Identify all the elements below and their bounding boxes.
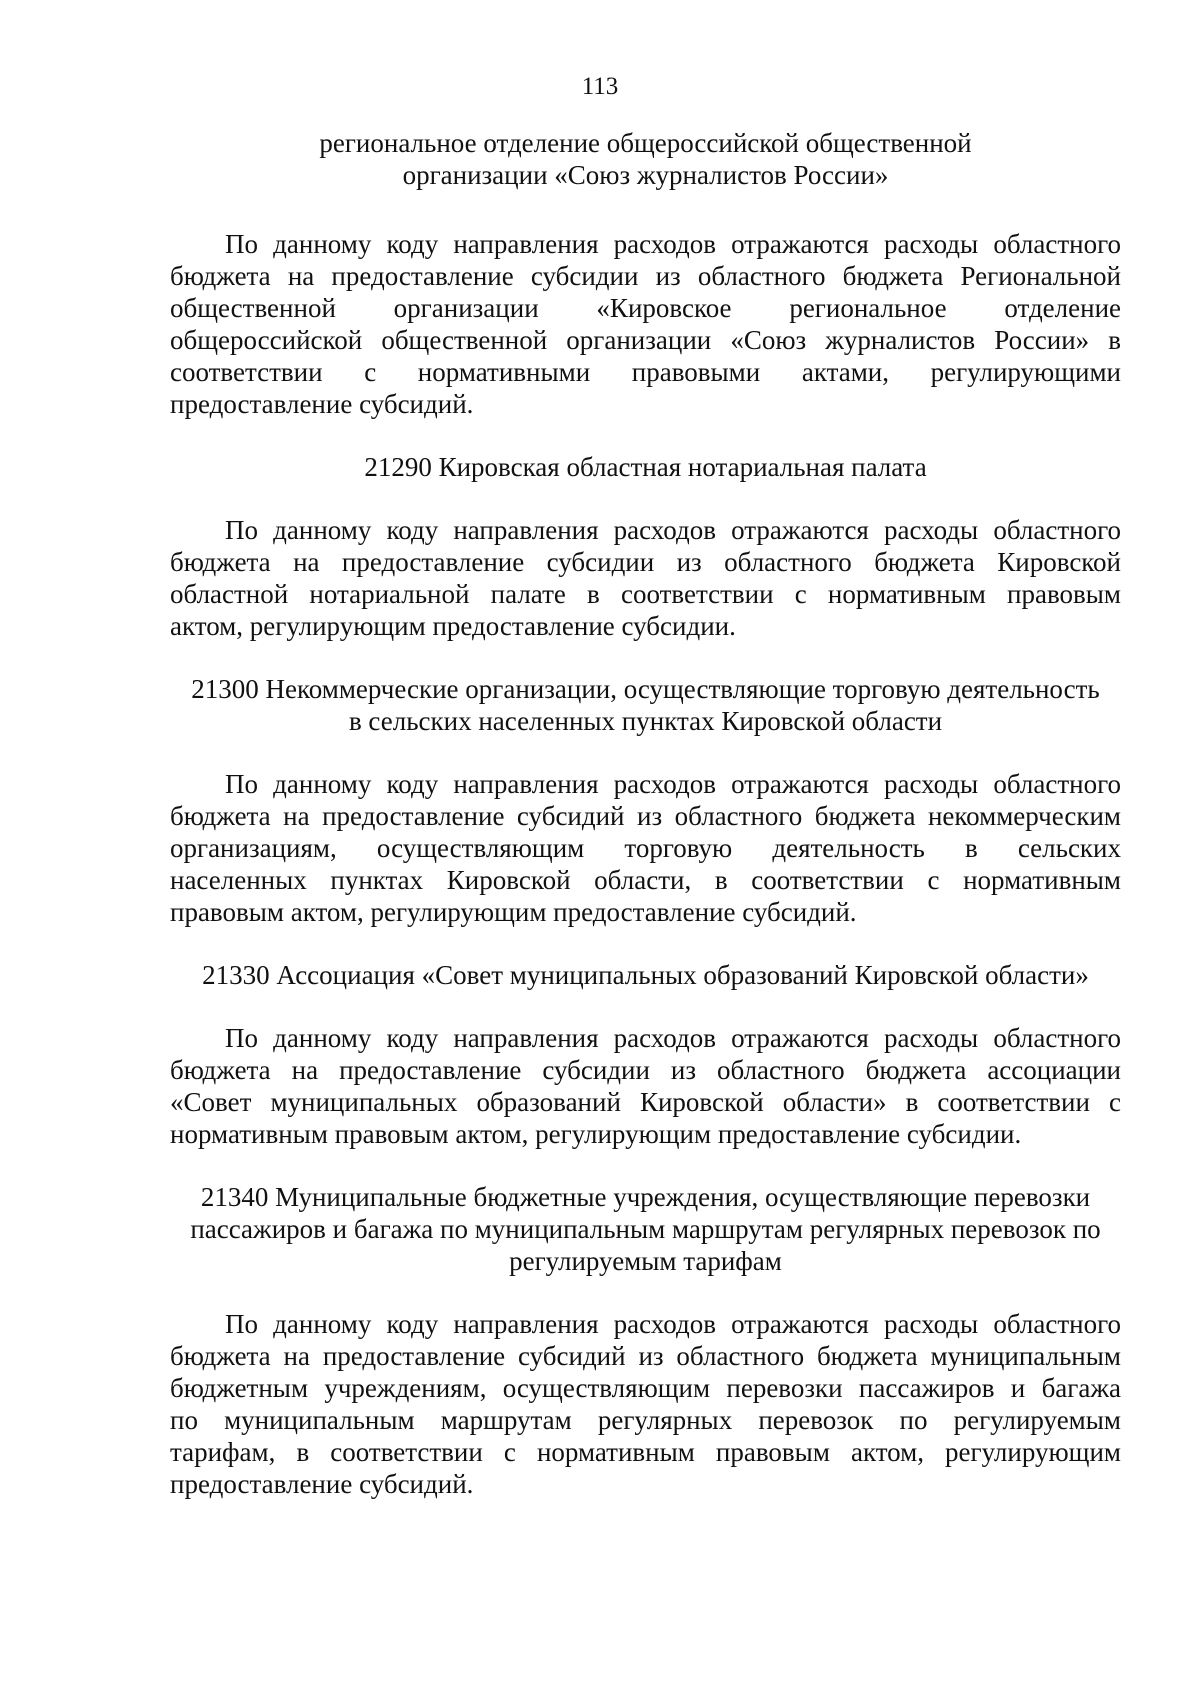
paragraph-line: бюджета на предоставление субсидий из областного бюджета некоммерческим <box>170 801 1121 831</box>
paragraph-description <box>170 228 1121 420</box>
paragraph-description <box>170 1308 1121 1500</box>
paragraph-line: нормативным правовым актом, регулирующим предоставление субсидии. <box>170 1119 1022 1149</box>
paragraph-line: по муниципальным маршрутам регулярных перевозок по регулируемым <box>170 1405 1121 1435</box>
heading-line: регулируемым тарифам <box>509 1246 782 1276</box>
heading-line: 21330 Ассоциация «Совет муниципальных образований Кировской области» <box>202 960 1089 990</box>
section-heading-continuation <box>170 127 1121 191</box>
paragraph-line: общественной организации «Кировское региональное отделение <box>170 293 1121 323</box>
paragraph-line: бюджетным учреждениям, осуществляющим перевозки пассажиров и багажа <box>170 1373 1121 1403</box>
paragraph-line: бюджета на предоставление субсидий из областного бюджета муниципальным <box>170 1341 1121 1371</box>
paragraph-line: общероссийской общественной организации «Союз журналистов России» в <box>170 325 1121 355</box>
section-heading-21340 <box>170 1181 1121 1277</box>
paragraph-line: предоставление субсидий. <box>170 1469 474 1499</box>
paragraph-line: областной нотариальной палате в соответствии с нормативным правовым <box>170 579 1121 609</box>
paragraph-line: По данному коду направления расходов отражаются расходы областного <box>225 1023 1121 1053</box>
heading-line: 21340 Муниципальные бюджетные учреждения, осуществляющие перевозки <box>200 1182 1091 1212</box>
paragraph-line: актом, регулирующим предоставление субсидии. <box>170 611 736 641</box>
heading-line: пассажиров и багажа по муниципальным маршрутам регулярных перевозок по <box>190 1214 1101 1244</box>
paragraph-line: По данному коду направления расходов отражаются расходы областного <box>225 515 1121 545</box>
section-heading-21300 <box>170 673 1121 737</box>
paragraph-line: «Совет муниципальных образований Кировской области» в соответствии с <box>170 1087 1121 1117</box>
paragraph-line: предоставление субсидий. <box>170 389 474 419</box>
paragraph-line: организациям, осуществляющим торговую деятельность в сельских <box>170 833 1121 863</box>
section-heading-21290 <box>170 451 1121 483</box>
section-heading-21330 <box>170 959 1121 991</box>
paragraph-description <box>170 1022 1121 1150</box>
paragraph-line: бюджета на предоставление субсидии из областного бюджета Кировской <box>170 547 1121 577</box>
heading-line: организации «Союз журналистов России» <box>402 160 889 190</box>
page-number: 113 <box>581 73 619 100</box>
paragraph-line: соответствии с нормативными правовыми актами, регулирующими <box>170 357 1121 387</box>
heading-line: в сельских населенных пунктах Кировской области <box>348 706 943 736</box>
paragraph-line: По данному коду направления расходов отражаются расходы областного <box>225 769 1121 799</box>
page-content <box>170 127 1121 1500</box>
paragraph-line: тарифам, в соответствии с нормативным правовым актом, регулирующим <box>170 1437 1121 1467</box>
paragraph-line: По данному коду направления расходов отражаются расходы областного <box>225 229 1121 259</box>
heading-line: 21300 Некоммерческие организации, осуществляющие торговую деятельность <box>191 674 1100 704</box>
paragraph-line: бюджета на предоставление субсидии из областного бюджета ассоциации <box>170 1055 1121 1085</box>
heading-line: 21290 Кировская областная нотариальная палата <box>364 452 927 482</box>
paragraph-line: бюджета на предоставление субсидии из областного бюджета Региональной <box>170 261 1121 291</box>
paragraph-line: правовым актом, регулирующим предоставление субсидий. <box>170 897 857 927</box>
paragraph-description <box>170 768 1121 928</box>
paragraph-line: населенных пунктах Кировской области, в соответствии с нормативным <box>170 865 1121 895</box>
paragraph-line: По данному коду направления расходов отражаются расходы областного <box>225 1309 1121 1339</box>
heading-line: региональное отделение общероссийской общественной <box>319 128 972 158</box>
paragraph-description <box>170 514 1121 642</box>
